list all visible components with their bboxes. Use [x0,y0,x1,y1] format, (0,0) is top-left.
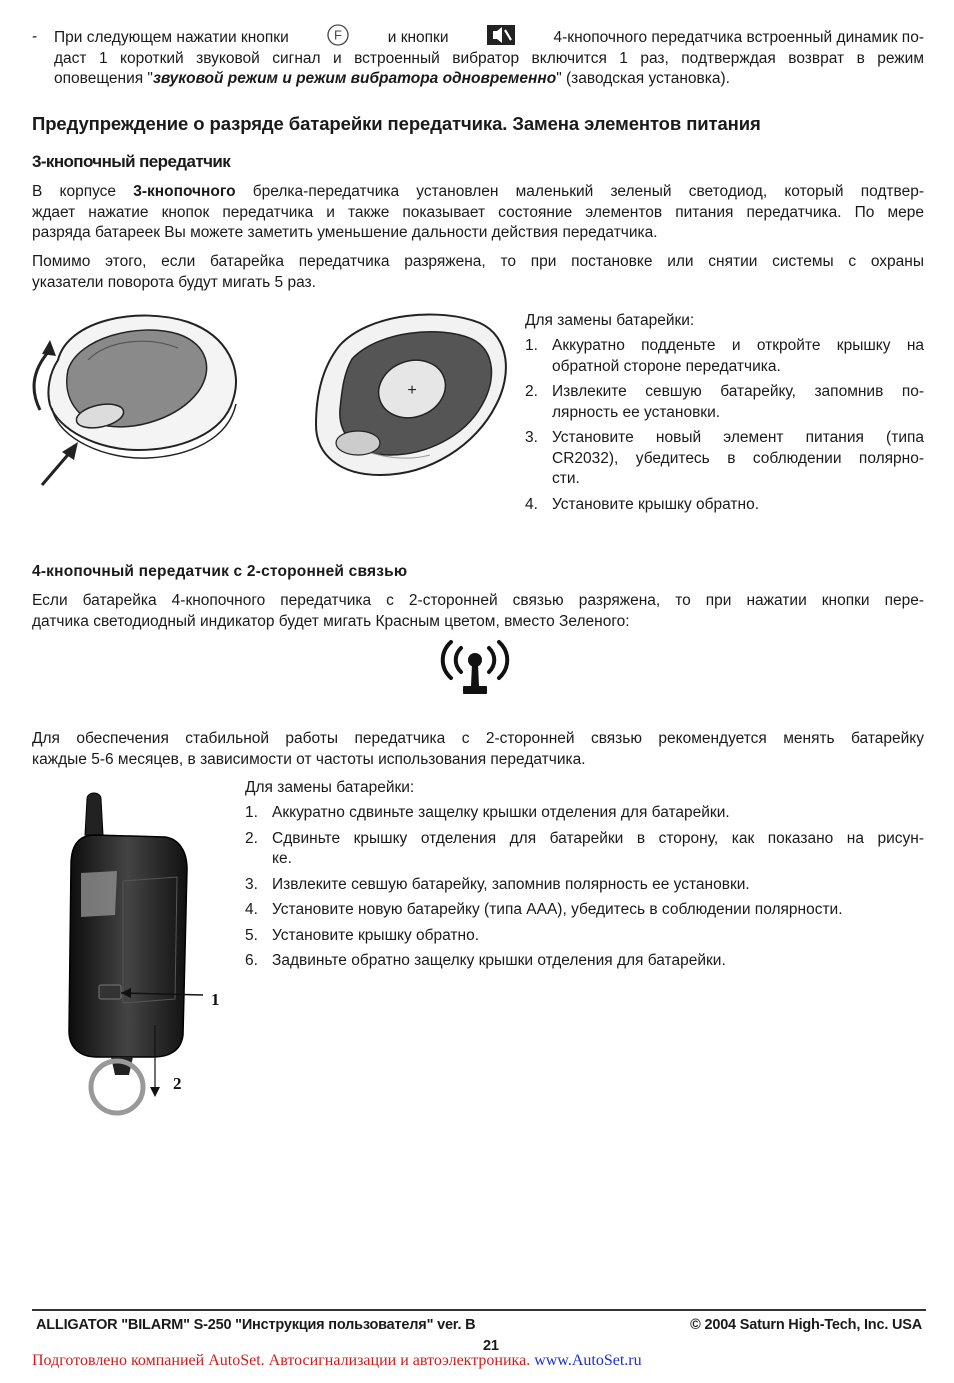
footer-right: © 2004 Saturn High-Tech, Inc. USA [690,1317,922,1333]
intro-line-3-bold: звуковой режим и режим вибратора одновременно [152,70,557,87]
section3-p1-line2: ждает нажатие кнопок передатчика и также показывает состояние элементов питания передатчика. По мере [32,203,924,221]
section3-p1-bold: 3-кнопочного [133,183,236,200]
battery-plus-mark: + [407,382,417,399]
list-item [525,336,924,377]
svg-text:F: F [334,27,343,43]
list-item [245,951,924,972]
step-number: 2. [245,829,258,847]
intro-line-3 [54,69,924,90]
step-line: Задвиньте обратно защелку крышки отделения для батарейки. [272,952,726,969]
credit-line [32,1352,642,1370]
section4-p1 [32,591,924,632]
list-item [525,428,924,490]
step-line: сти. [552,470,580,487]
speaker-mute-icon [486,24,516,53]
section4-p2-line2: каждые 5-6 месяцев, в зависимости от частоты использования передатчика. [32,750,586,768]
step-number: 1. [525,337,538,354]
list-item [245,926,924,947]
section4-p1-line1: Если батарейка 4-кнопочного передатчика с 2-сторонней связью разряжена, то при нажатии кнопки пере- [32,592,924,609]
intro-text-3: 4-кнопочного передатчика встроенный динамик по- [553,28,924,46]
list-item [525,382,924,423]
step-number: 3. [245,875,258,893]
footer-left: ALLIGATOR "BILARM" S-250 "Инструкция пользователя" ver. B [36,1317,476,1333]
intro-line-2: даст 1 короткий звуковой сигнал и встроенный вибратор включится 1 раз, подтверждая возврат в режим [54,50,924,67]
step-line: Установите новую батарейку (типа ААА), убедитесь в соблюдении полярности. [272,901,843,918]
warning-heading: Предупреждение о разряде батарейки передатчика. Замена элементов питания [32,113,761,134]
page-number: 21 [483,1338,499,1354]
step-line: Установите крышку обратно. [272,926,480,944]
step-number: 4. [245,901,258,918]
section4-steps-list [245,803,924,972]
section3-p2 [32,252,924,293]
step-number: 2. [525,383,538,400]
intro-text-2: и кнопки [387,28,449,46]
step-line: CR2032), убедитесь в соблюдении полярно- [552,449,924,467]
step-line: лярность ее установки. [552,403,721,421]
step-line: Извлеките севшую батарейку, запомнив полярность ее установки. [272,875,750,893]
step-line: обратной стороне передатчика. [552,357,781,375]
section3-steps-title: Для замены батарейки: [525,312,695,329]
section4-heading: 4-кнопочный передатчик с 2-сторонней связью [32,563,408,580]
callout-2: 2 [173,1074,182,1093]
intro-line-3-a: оповещения " [54,70,153,87]
callout-1: 1 [211,990,220,1009]
credit-text: Подготовлено компанией AutoSet. Автосигнализации и автоэлектроника. [32,1352,531,1369]
intro-paragraph [54,27,924,49]
section4-p1-line2: датчика светодиодный индикатор будет мигать Красным цветом, вместо Зеленого: [32,612,630,630]
section4-steps-title: Для замены батарейки: [245,779,415,796]
step-line: ке. [272,850,292,867]
step-line: Аккуратно подденьте и откройте крышку на [552,337,924,354]
intro-dash: - [32,28,38,45]
list-item [245,900,924,921]
list-item [245,875,924,896]
step-number: 3. [525,429,538,446]
step-line: Аккуратно сдвиньте защелку крышки отделения для батарейки. [272,804,730,821]
section3-steps-list [525,336,924,515]
step-line: Установите крышку обратно. [552,495,760,513]
list-item [245,829,924,870]
section4-p2 [32,729,924,770]
fob-open-figure [300,305,518,490]
section4-p2-line1: Для обеспечения стабильной работы передатчика с 2-сторонней связью рекомендуется менять батарейку [32,730,924,747]
credit-url[interactable]: www.AutoSet.ru [534,1352,642,1369]
section3-p1-a: В корпусе [32,183,117,200]
step-number: 4. [525,495,538,513]
section3-p1-b: брелка-передатчика установлен маленький зеленый светодиод, который подтвер- [252,183,924,200]
step-line: Установите новый элемент питания (типа [552,429,924,446]
step-number: 1. [245,804,258,821]
antenna-signal-icon [437,638,513,700]
step-number: 5. [245,926,258,944]
fob-2way-figure [55,785,230,1125]
footer-divider [32,1309,926,1311]
step-number: 6. [245,952,258,969]
intro-line-3-b: " (заводская установка). [556,70,730,87]
section3-p2-line2: указатели поворота будут мигать 5 раз. [32,273,316,291]
section3-heading: 3-кнопочный передатчик [32,152,231,171]
section3-p1 [32,182,924,244]
list-item [245,803,924,824]
list-item [525,495,924,516]
step-line: Извлеките севшую батарейку, запомнив по- [552,383,924,400]
section3-p2-line1: Помимо этого, если батарейка передатчика разряжена, то при постановке или снятии системы с охраны [32,253,924,270]
intro-text-1: При следующем нажатии кнопки [54,28,289,46]
section3-p1-line3: разряда батареек Вы можете заметить уменьшение дальности действия передатчика. [32,224,658,241]
fob-closed-figure [28,300,246,490]
step-line: Сдвиньте крышку отделения для батарейки в сторону, как показано на рисун- [272,829,924,847]
